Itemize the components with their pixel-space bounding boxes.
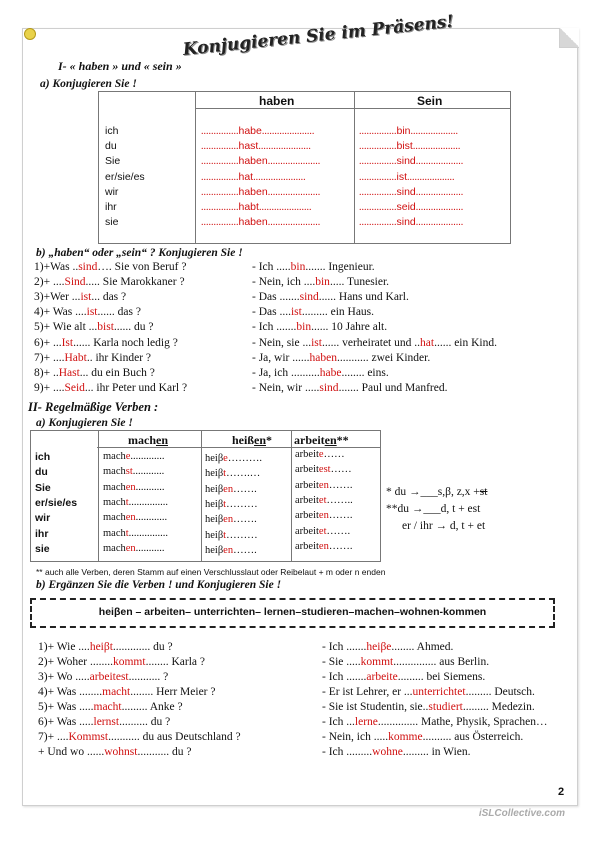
verb-stem: mach [103,542,126,554]
answer: studiert [428,701,463,713]
verb-cell [103,528,168,539]
prefix: 2)+ Woher ........ [38,656,113,668]
verb-cell [103,466,164,477]
prefix: - Ja, wir ...... [252,351,310,364]
rule-1: * du →___s,β, z,x +st [386,486,488,498]
exercise-line [34,367,155,379]
verb-stem: mach [103,527,126,539]
prefix: - Ich ....... [322,641,367,653]
answer: bin [290,261,306,273]
suffix: ......... bei Siemens. [397,671,486,683]
verb-stem: heiβ [205,453,224,464]
verb-cell [295,464,352,475]
prefix: - Sie ist Studentin, sie.. [322,701,429,713]
answer: arbeite [366,671,398,683]
sein-answer: seid [396,201,416,213]
prefix: - Ich ......... [322,746,373,758]
verb-list: heiβen – arbeiten– unterrichten– lernen–studieren–machen–wohnen-kommen [98,606,487,618]
answer: lerne [354,716,378,728]
exercise-line [38,686,216,698]
suffix: ...... Karla noch ledig ? [73,336,178,349]
answer: ist [290,306,302,319]
suffix-2: ...... ein Kind. [434,336,498,349]
exercise-line [252,306,374,318]
pronoun: wir [35,512,51,525]
exercise-line [322,641,453,653]
rule-3: er / ihr → d, t + et [402,520,486,532]
exercise-line [34,352,151,364]
answer: ist [311,336,322,349]
answer: Seid [64,381,85,394]
exercise-line [38,656,205,668]
pronoun: Sie [35,481,51,494]
pronoun: er/sie/es [105,170,145,183]
verb-cell [205,545,257,556]
page-number: 2 [558,786,565,798]
verb-cell [205,453,262,464]
suffix: ........ Ahmed. [391,641,454,653]
verb-stem: heiβ [205,514,224,526]
pronoun: ich [105,125,119,137]
verb-ending: e [318,449,324,460]
sein-cell: ...............seid................... [359,201,464,213]
verb-cell [295,480,352,491]
prefix: - Ich ....... [252,321,297,334]
exercise-line [322,746,471,758]
sein-cell: ...............sind................... [359,155,464,168]
exercise-line [252,261,375,273]
suffix: ........... zwei Kinder. [336,351,431,364]
verb-cell [295,541,352,552]
prefix: 1)+Was .. [34,261,79,273]
exercise-line [34,337,178,349]
verb-stem: arbeit [294,433,325,447]
exercise-line [252,382,447,394]
verb-ending: est [318,464,331,476]
exercise-line [34,291,126,303]
answer: haben [309,351,337,364]
exercise-line [34,306,141,318]
verb-ending: t [125,527,129,539]
exercise-line [34,276,185,288]
suffix: .......... du ? [119,716,171,728]
prefix: 5)+ Was ..... [38,701,94,713]
verb-ending: en [125,542,136,554]
suffix: ........ eins. [341,366,389,379]
answer: Ist [61,336,74,349]
suffix: ............. du ? [112,641,173,653]
prefix: - Ich ....... [322,671,367,683]
verb-dots: ……. [233,544,257,556]
verb-ending: en [125,481,136,493]
verb-dots: ……. [328,479,353,491]
prefix: - Nein, sie ... [252,336,312,349]
answer: komme [388,731,423,743]
prefix: - Nein, wir ..... [252,381,320,394]
prefix: 9)+ .... [34,381,65,394]
suffix: …. Sie von Beruf ? [97,261,187,273]
prefix: 3)+Wer ... [34,291,81,304]
exercise-line [252,291,409,303]
exercise-line [34,261,186,273]
verb-stem: arbeit [295,540,319,552]
verb-ending: en [223,514,234,526]
exercise-line [38,671,168,683]
answer: Sind [64,276,86,289]
sein-answer: sind [396,216,416,229]
section-a-label: a) Konjugieren Sie ! [40,78,137,90]
verb-header [294,433,349,448]
verb-stem: heiβ [205,498,224,510]
verb-ending: st [125,466,133,478]
suffix: ........ Karla ? [145,656,205,668]
verb-cell [205,468,260,479]
verb-cell [103,451,165,462]
verb-ending: en [223,483,234,495]
answer: kommt [360,656,394,668]
verb-dots: ……… [226,498,258,510]
section-b-label: b) „haben“ oder „sein“ ? Konjugieren Sie ! [36,247,243,259]
verb-dots: ……… [226,529,258,541]
suffix: ......... Deutsch. [465,686,535,698]
prefix: 3)+ Wo ..... [38,671,90,683]
verb-dots: ............. [130,451,165,462]
answer: arbeitest [89,671,129,683]
verb-stem: mach [103,496,126,508]
pronoun: ich [35,451,51,463]
sein-answer: ist [396,170,407,183]
haben-sein-table [98,91,511,244]
prefix: - Nein, ich .... [252,276,316,289]
rule-2: **du →___d, t + est [386,503,481,515]
pronoun: sie [35,542,50,555]
exercise-line [34,382,187,394]
verb-ending: e [125,451,131,462]
suffix: ......... ein Haus. [301,306,375,319]
verb-suffix: ** [336,433,349,447]
prefix: - Das ....... [252,291,300,304]
haben-answer: hat [238,170,254,183]
verb-cell [103,543,165,554]
answer: bist [97,321,114,334]
prefix: - Sie ..... [322,656,361,668]
verb-stem: arbeit [295,464,319,476]
prefix: 4)+ Was .... [34,306,87,319]
sein-answer: bist [396,140,413,153]
verb-header [232,433,272,448]
haben-answer: haben [238,155,268,168]
exercise-line [34,321,154,333]
answer: ist [86,306,98,319]
haben-answer: haben [238,185,268,198]
section-2-heading: II- Regelmäßige Verben : [28,400,159,414]
prefix: + Und wo ...... [38,746,105,758]
verb-dots: ………. [227,453,262,464]
verb-stem: mach [103,466,126,478]
verb-suffix: * [266,433,273,447]
answer: Kommst [68,731,109,743]
verb-stem: mach [103,512,126,524]
haben-answer: haben [238,216,268,229]
table2-header-line [97,447,381,448]
suffix: ... das ? [91,291,127,304]
pronoun: ihr [105,201,117,213]
answer: Habt [64,351,87,364]
suffix: .. ihr Kinder ? [86,351,152,364]
answer-2: hat [420,336,435,349]
exercise-line [322,731,523,743]
exercise-line [322,656,489,668]
haben-cell: ...............haben..................... [201,185,321,198]
answer: wohne [372,746,403,758]
footnote: ** auch alle Verben, deren Stamm auf einen Verschlusslaut oder Reibelaut + m oder n enden [36,567,386,577]
verb-stem: heiß [232,433,255,447]
exercise-line [322,701,535,713]
verb-list-box [30,598,555,628]
verb-stem: arbeit [295,510,319,522]
prefix: 4)+ Was ........ [38,686,103,698]
suffix: .............. Mathe, Physik, Sprachen… [377,716,548,728]
suffix: ....... Ingenieur. [305,261,375,273]
verb-header [128,433,168,448]
verb-ending: et [318,525,327,537]
prefix: 7)+ .... [38,731,69,743]
exercise-line [322,716,547,728]
verb-ending: et [318,494,327,506]
answer: heiβt [89,641,113,653]
suffix: ... du ein Buch ? [79,366,155,379]
exercise-line [322,671,485,683]
verb-stem: heiβ [205,483,224,495]
suffix: ...... 10 Jahre alt. [311,321,388,334]
verb-cell [103,482,165,493]
suffix: ........... ? [128,671,169,683]
verb-dots: ……. [328,510,353,522]
exercise-line [38,716,170,728]
verb-dots: …….. [326,494,353,506]
verb-stem: heiβ [205,529,224,541]
exercise-line [38,731,241,743]
header-sein: Sein [417,94,443,108]
verb-dots: ……. [233,514,257,526]
haben-cell: ...............hast..................... [201,140,311,153]
pronoun: ihr [35,527,49,540]
haben-answer: hast [238,140,259,153]
answer: sind [319,381,339,394]
verb-stem: mach [128,433,156,447]
sein-cell: ...............ist................... [359,170,455,183]
prefix: 6)+ Was ..... [38,716,94,728]
verb-ending: en [318,510,329,522]
prefix: - Ich ..... [252,261,291,273]
answer: kommt [112,656,146,668]
regular-verbs-table [30,430,381,562]
suffix: ......... in Wien. [402,746,471,758]
answer: macht [102,686,131,698]
verb-cell [205,514,257,525]
pronoun: du [105,140,117,153]
haben-answer: habe [238,125,262,137]
sein-cell: ...............sind................... [359,216,464,229]
verb-stem: arbeit [295,479,319,491]
sein-cell: ...............sind................... [359,185,464,198]
verb-ending: en [156,433,168,447]
verb-cell [295,495,353,506]
verb-stem: arbeit [295,525,319,537]
pronoun: sie [105,216,119,229]
prefix: 7)+ .... [34,351,65,364]
verb-dots: …… [323,449,345,460]
verb-stem: heiβ [205,468,224,480]
watermark: iSLCollective.com [478,808,565,819]
verb-ending: e [223,453,228,464]
verb-dots: …… [330,464,352,476]
prefix: 2)+ .... [34,276,65,289]
exercise-line [38,641,173,653]
verb-cell [205,484,257,495]
suffix: ....... Paul und Manfred. [338,381,448,394]
verb-ending: en [324,433,337,447]
exercise-line [252,352,430,364]
verb-ending: t [223,529,227,541]
prefix: - Er ist Lehrer, er ... [322,686,413,698]
exercise-line [252,321,387,333]
prefix: - Das .... [252,306,291,319]
pronoun: er/sie/es [35,496,78,509]
section-1-heading: I- « haben » und « sein » [58,59,182,73]
verb-cell [295,510,352,521]
answer: macht [93,701,122,713]
verb-dots: ……. [233,483,257,495]
verb-ending: en [318,540,329,552]
sein-answer: bin [396,125,411,137]
suffix: ...... du ? [113,321,154,334]
prefix: - Nein, ich ..... [322,731,389,743]
exercise-line [322,686,535,698]
page-curl [559,28,579,48]
verb-dots: ……. [326,525,351,537]
verb-stem: arbeit [295,449,319,460]
answer: Hast [58,366,80,379]
verb-ending: en [125,512,136,524]
verb-cell [103,512,167,523]
verb-dots: …….… [226,468,261,480]
verb-dots: ……. [328,540,353,552]
verb-dots: ............... [128,527,169,539]
sein-cell: ...............bist................... [359,140,461,153]
answer: lernst [93,716,120,728]
section-b2-label: b) Ergänzen Sie die Verben ! und Konjugieren Sie ! [36,579,282,591]
section-2-label: a) Konjugieren Sie ! [36,417,133,429]
prefix: 5)+ Wie alt ... [34,321,98,334]
prefix: 8)+ .. [34,366,59,379]
pronoun: du [35,466,48,479]
suffix: ...... verheiratet und .. [321,336,421,349]
suffix: ............... aus Berlin. [393,656,490,668]
answer: bin [315,276,330,289]
pronoun: Sie [105,155,121,168]
suffix: ...... das ? [97,306,141,319]
answer: habe [319,366,342,379]
exercise-line [252,337,497,349]
haben-cell: ...............habt..................... [201,201,312,213]
verb-stem: mach [103,481,126,493]
verb-stem: arbeit [295,494,319,506]
haben-cell: ...............habe..................... [201,125,315,137]
answer: heiβe [366,641,392,653]
answer: bin [296,321,312,334]
prefix: - Ja, ich .......... [252,366,320,379]
verb-ending: t [125,496,129,508]
answer: wohnst [104,746,138,758]
verb-cell [205,530,258,541]
suffix: ..... Tunesier. [329,276,390,289]
verb-dots: ............... [128,496,169,508]
suffix: ...... Hans und Karl. [318,291,409,304]
verb-dots: ............ [132,466,165,478]
sein-answer: sind [396,155,416,168]
prefix: - Ich ... [322,716,355,728]
answer: sind [78,261,98,273]
verb-cell [295,449,345,460]
suffix: ..... Sie Marokkaner ? [85,276,185,289]
verb-dots: ............ [135,512,168,524]
suffix: ........... du aus Deutschland ? [108,731,241,743]
verb-ending: en [223,544,234,556]
haben-answer: habt [238,201,259,213]
suffix: .......... aus Österreich. [422,731,524,743]
verb-dots: ........... [135,481,165,493]
exercise-line [252,276,389,288]
answer: unterrichtet [412,686,466,698]
haben-cell: ...............haben..................... [201,216,321,229]
sein-cell: ...............bin................... [359,125,459,137]
pin-icon [24,28,36,40]
pronoun: wir [105,185,119,198]
sein-answer: sind [396,185,416,198]
verb-cell [103,497,168,508]
verb-ending: en [254,433,267,447]
answer: sind [299,291,319,304]
suffix: ......... Anke ? [121,701,183,713]
haben-cell: ...............haben..................... [201,155,321,168]
verb-ending: en [318,479,329,491]
suffix: ... ihr Peter und Karl ? [84,381,188,394]
header-haben: haben [259,94,295,108]
decorative-title: Konjugieren Sie im Präsens! [181,11,455,61]
exercise-line [252,367,389,379]
prefix: 1)+ Wie .... [38,641,90,653]
suffix: ......... Medezin. [462,701,535,713]
verb-cell [205,499,258,510]
verb-stem: mach [103,451,126,462]
verb-ending: t [223,498,227,510]
haben-cell: ...............hat..................... [201,170,306,183]
answer: ist [80,291,92,304]
prefix: 6)+ ... [34,336,62,349]
verb-stem: heiβ [205,544,224,556]
suffix: ........ Herr Meier ? [130,686,216,698]
verb-cell [295,526,350,537]
exercise-line [38,746,191,758]
suffix: ........... du ? [137,746,192,758]
exercise-line [38,701,183,713]
verb-ending: t [223,468,227,480]
verb-dots: ........... [135,542,165,554]
